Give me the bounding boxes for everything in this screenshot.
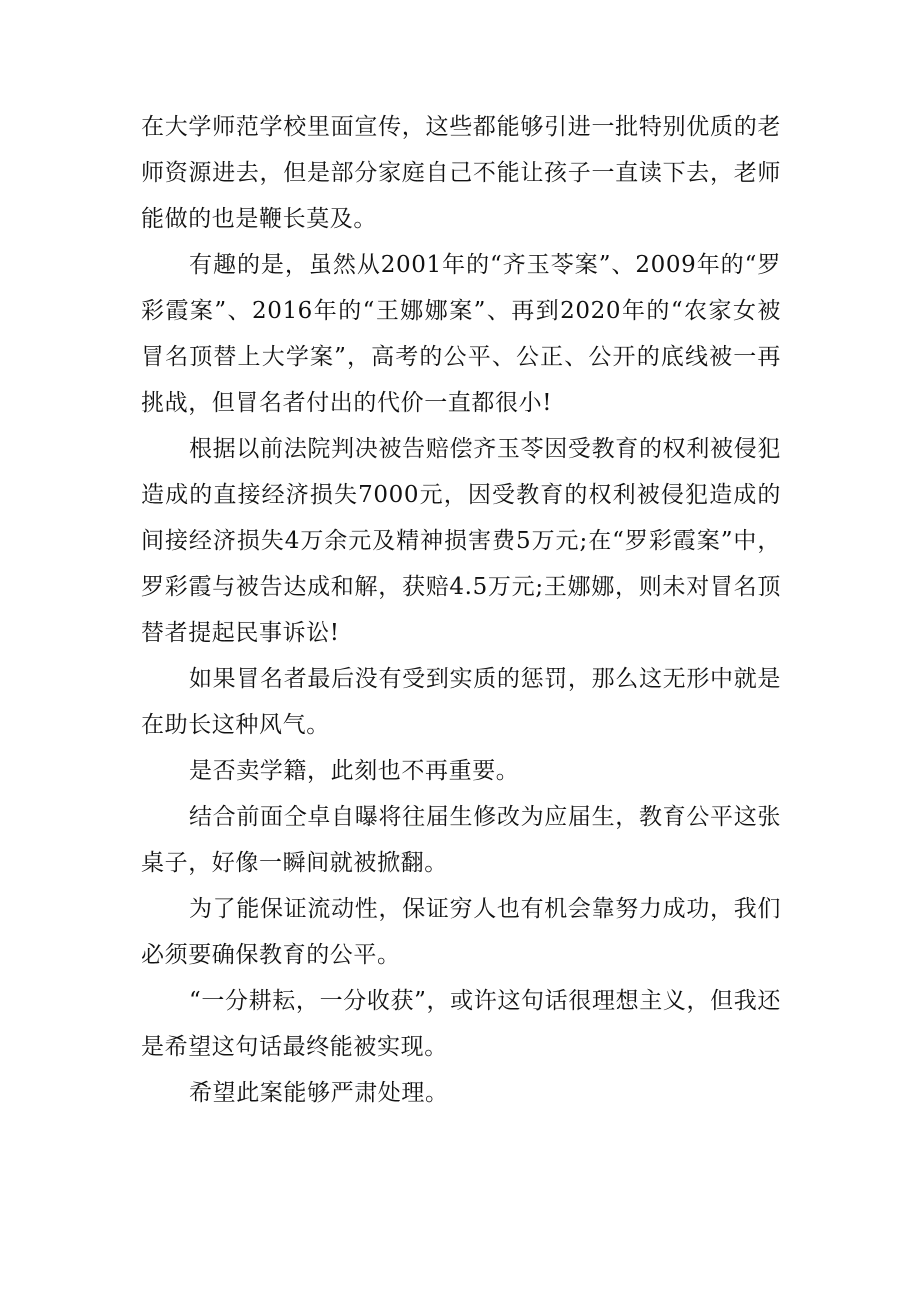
paragraph-8: “一分耕耘，一分收获”，或许这句话很理想主义，但我还是希望这句话最终能被实现。 <box>141 988 781 1060</box>
paragraph-6: 结合前面仝卓自曝将往届生修改为应届生，教育公平这张桌子，好像一瞬间就被掀翻。 <box>141 804 781 876</box>
paragraph-2: 有趣的是，虽然从2001年的“齐玉苓案”、2009年的“罗彩霞案”、2016年的“王娜娜案”、再到2020年的“农家女被冒名顶替上大学案”，高考的公平、公正、公开的底线被一再挑战，但冒名者付出的代价一直都很小! <box>141 252 781 416</box>
paragraph-7: 为了能保证流动性，保证穷人也有机会靠努力成功，我们必须要确保教育的公平。 <box>141 896 781 968</box>
paragraph-5: 是否卖学籍，此刻也不再重要。 <box>189 758 520 784</box>
paragraph-9: 希望此案能够严肃处理。 <box>189 1080 449 1106</box>
document-body <box>141 104 781 1116</box>
paragraph-3: 根据以前法院判决被告赔偿齐玉苓因受教育的权利被侵犯造成的直接经济损失7000元，因受教育的权利被侵犯造成的间接经济损失4万余元及精神损害费5万元;在“罗彩霞案”中，罗彩霞与被告达成和解，获赔4.5万元;王娜娜，则未对冒名顶替者提起民事诉讼! <box>141 436 781 646</box>
paragraph-4: 如果冒名者最后没有受到实质的惩罚，那么这无形中就是在助长这种风气。 <box>141 666 781 738</box>
paragraph-1: 在大学师范学校里面宣传，这些都能够引进一批特别优质的老师资源进去，但是部分家庭自己不能让孩子一直读下去，老师能做的也是鞭长莫及。 <box>141 114 781 232</box>
